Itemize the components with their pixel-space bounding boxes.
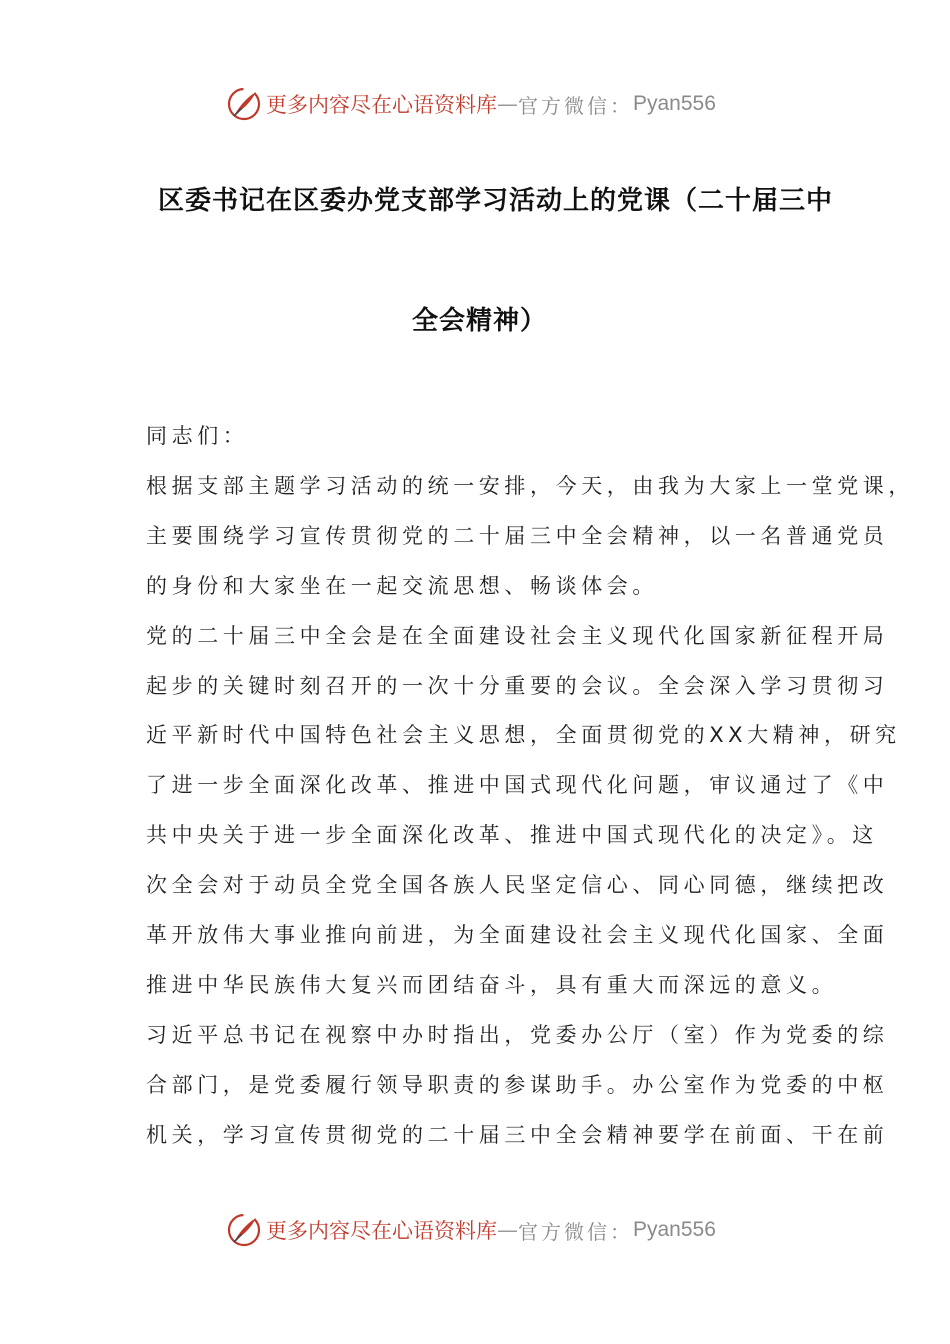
quill-logo-icon	[226, 1212, 262, 1248]
body-line: 同志们：	[146, 424, 249, 448]
watermark-wechat-id: Pyan556	[633, 1218, 716, 1241]
body-line: 起步的关键时刻召开的一次十分重要的会议。全会深入学习贯彻习	[146, 674, 889, 698]
body-line: 次全会对于动员全党全国各族人民坚定信心、同心同德，继续把改	[146, 873, 889, 897]
watermark-wechat-label: 官方微信：	[518, 93, 633, 118]
body-line: 推进中华民族伟大复兴而团结奋斗，具有重大而深远的意义。	[146, 973, 838, 997]
watermark-site-text: 更多内容尽在心语资料库	[266, 1219, 497, 1243]
body-line: 了进一步全面深化改革、推进中国式现代化问题，审议通过了《中	[146, 773, 889, 797]
body-line: 主要围绕学习宣传贯彻党的二十届三中全会精神，以一名普通党员	[146, 524, 889, 548]
body-line: 机关，学习宣传贯彻党的二十届三中全会精神要学在前面、干在前	[146, 1123, 889, 1147]
body-line: 革开放伟大事业推向前进，为全面建设社会主义现代化国家、全面	[146, 923, 889, 947]
watermark-wechat-label: 官方微信：	[518, 1219, 633, 1244]
watermark-dash: —	[497, 1218, 518, 1242]
body-line: 根据支部主题学习活动的统一安排，今天，由我为大家上一堂党课，	[146, 474, 914, 498]
watermark-wechat-id: Pyan556	[633, 92, 716, 115]
quill-logo-icon	[226, 86, 262, 122]
body-line: 共中央关于进一步全面深化改革、推进中国式现代化的决定》。这	[146, 823, 878, 847]
body-line: 近平新时代中国特色社会主义思想，全面贯彻党的XX大精神，研究	[146, 723, 901, 747]
document-title-line-2: 全会精神）	[412, 306, 548, 336]
body-line: 习近平总书记在视察中办时指出，党委办公厅（室）作为党委的综	[146, 1023, 889, 1047]
document-title-line-1: 区委书记在区委办党支部学习活动上的党课（二十届三中	[158, 186, 834, 216]
footer-watermark	[226, 1208, 716, 1252]
body-line: 党的二十届三中全会是在全面建设社会主义现代化国家新征程开局	[146, 624, 889, 648]
body-line: 的身份和大家坐在一起交流思想、畅谈体会。	[146, 574, 658, 598]
watermark-dash: —	[497, 92, 518, 116]
header-watermark	[226, 82, 716, 126]
body-line: 合部门，是党委履行领导职责的参谋助手。办公室作为党委的中枢	[146, 1073, 889, 1097]
watermark-site-text: 更多内容尽在心语资料库	[266, 93, 497, 117]
